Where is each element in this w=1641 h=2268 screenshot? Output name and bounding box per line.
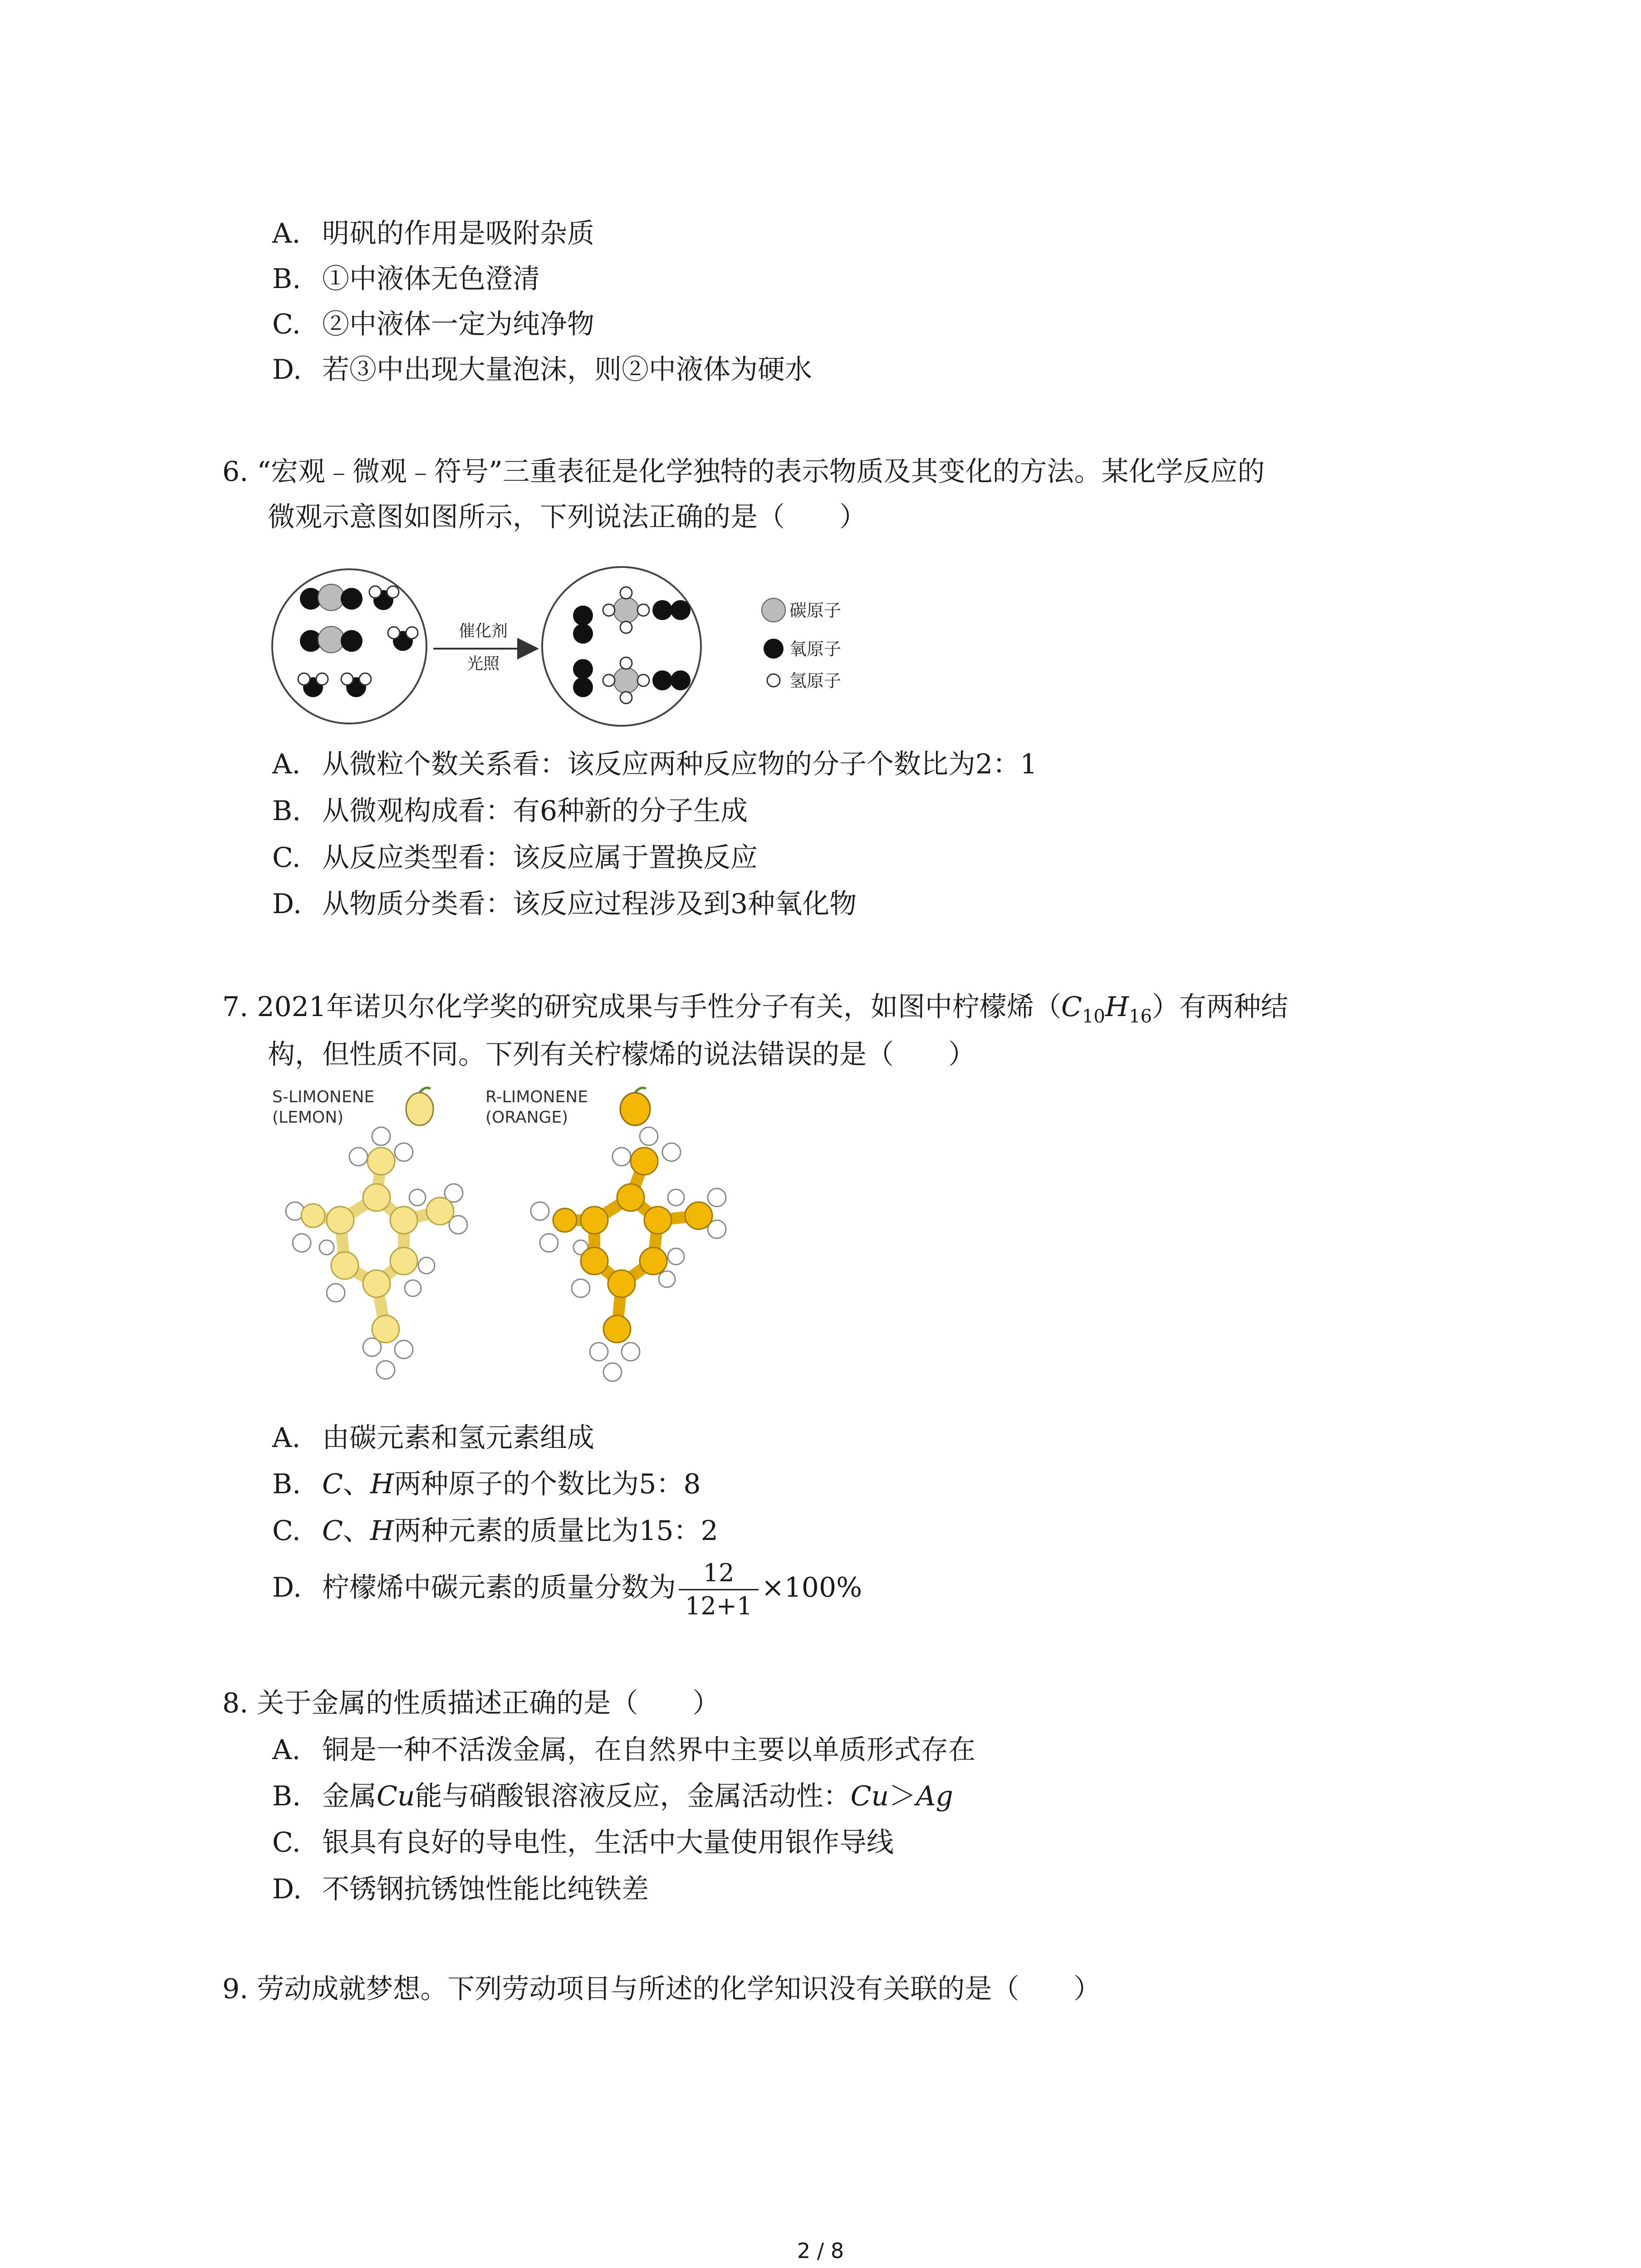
q6-option-d: D. 从物质分类看：该反应过程涉及到3种氧化物 <box>272 888 857 920</box>
legend-oxygen: 氧原子 <box>789 639 842 659</box>
q7-stem-line2: 构，但性质不同。下列有关柠檬烯的说法错误的是（ ） <box>268 1039 975 1070</box>
q5-option-d: D. 若③中出现大量泡沫，则②中液体为硬水 <box>272 354 812 386</box>
r-limonene-label: R-LIMONENE <box>485 1088 588 1106</box>
q6-option-a: A. 从微粒个数关系看：该反应两种反应物的分子个数比为2：1 <box>272 748 1038 780</box>
q6-option-c: C. 从反应类型看：该反应属于置换反应 <box>272 842 758 874</box>
q7-option-c: C. C、H两种元素的质量比为15：2 <box>272 1515 718 1547</box>
q8-option-c: C. 银具有良好的导电性，生活中大量使用银作导线 <box>272 1827 894 1858</box>
q8-stem: 8. 关于金属的性质描述正确的是（ ） <box>222 1687 720 1719</box>
q8-option-b: B. 金属Cu能与硝酸银溶液反应，金属活动性：Cu＞Ag <box>272 1780 953 1812</box>
q7-limonene-figure <box>268 1084 780 1422</box>
arrow-label-light: 光照 <box>466 655 500 673</box>
q9-stem: 9. 劳动成就梦想。下列劳动项目与所述的化学知识没有关联的是（ ） <box>222 1973 1101 2005</box>
q7-option-d: D. 柠檬烯中碳元素的质量分数为 $\frac{12}{12+1}$ ×100% <box>272 1554 862 1622</box>
q8-option-d: D. 不锈钢抗锈蚀性能比纯铁差 <box>272 1873 649 1905</box>
r-limonene-model <box>531 1127 726 1381</box>
lemon-icon <box>406 1093 433 1125</box>
q5-option-b: B. ①中液体无色澄清 <box>272 263 540 295</box>
orange-icon <box>620 1093 650 1125</box>
q5-option-c: C. ②中液体一定为纯净物 <box>272 308 594 340</box>
s-limonene-model <box>286 1127 467 1379</box>
q6-stem-line2: 微观示意图如图所示，下列说法正确的是（ ） <box>268 501 867 533</box>
lemon-label: (LEMON) <box>272 1108 344 1127</box>
arrow-label-catalyst: 催化剂 <box>458 622 508 640</box>
s-limonene-label: S-LIMONENE <box>272 1088 375 1106</box>
q6-reaction-diagram <box>268 560 871 737</box>
page-number: 2 / 8 <box>797 2239 844 2263</box>
q7-option-a: A. 由碳元素和氢元素组成 <box>272 1422 594 1454</box>
q6-option-b: B. 从微观构成看：有6种新的分子生成 <box>272 795 748 827</box>
q7-stem-line1: 7. 2021年诺贝尔化学奖的研究成果与手性分子有关，如图中柠檬烯$(C_{10}H_{16})$有两种结 <box>222 991 1288 1027</box>
q6-stem-line1: 6. “宏观﹣微观﹣符号”三重表征是化学独特的表示物质及其变化的方法。某化学反应的 <box>222 456 1265 488</box>
mass-fraction: $\frac{12}{12+1}$ <box>679 1557 759 1622</box>
q7-option-b: B. C、H两种原子的个数比为5：8 <box>272 1468 701 1500</box>
legend-carbon: 碳原子 <box>789 601 842 621</box>
q5-option-a: A. 明矾的作用是吸附杂质 <box>272 218 594 249</box>
atom-legend <box>762 598 841 691</box>
orange-label: (ORANGE) <box>485 1108 568 1127</box>
q8-option-a: A. 铜是一种不活泼金属，在自然界中主要以单质形式存在 <box>272 1734 975 1766</box>
legend-hydrogen: 氢原子 <box>789 671 842 691</box>
